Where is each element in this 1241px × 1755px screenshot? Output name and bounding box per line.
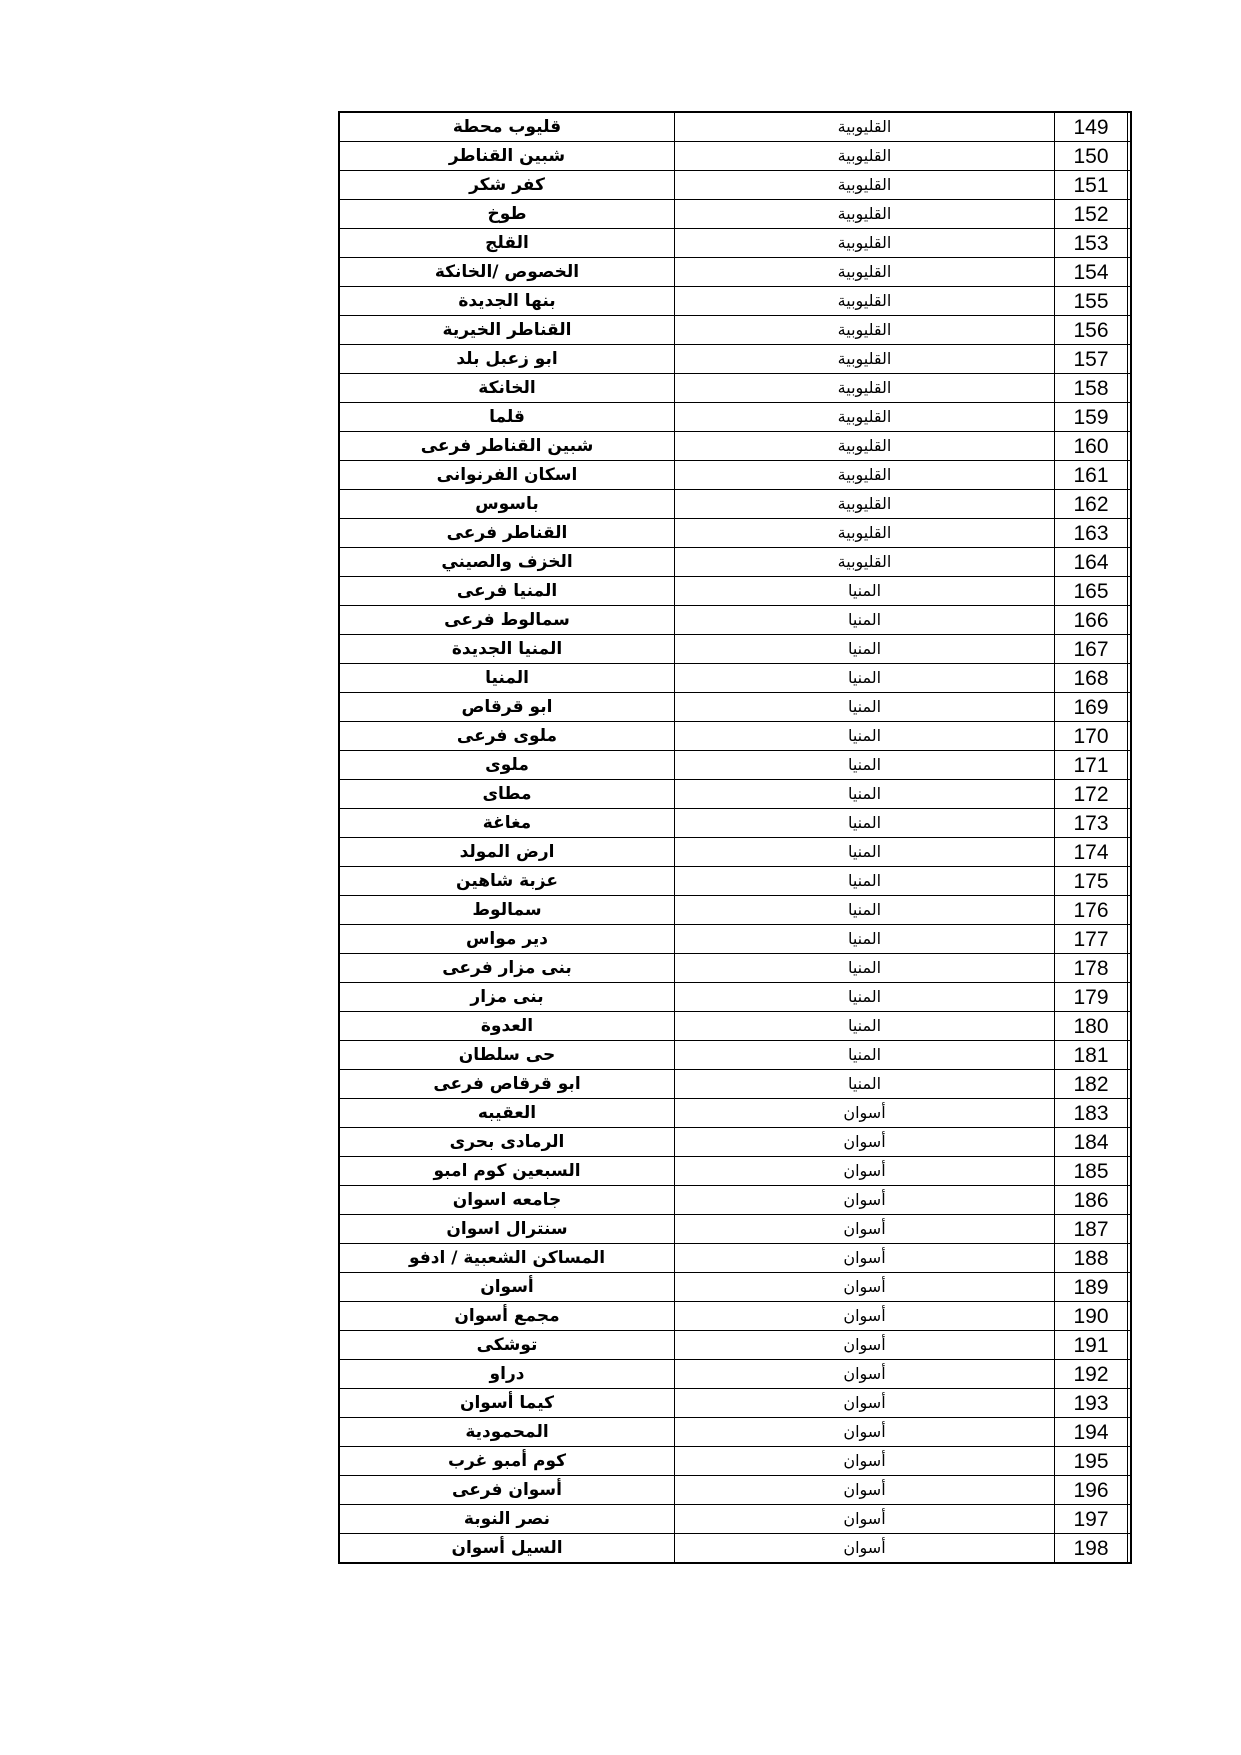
governorate-cell: المنيا [675, 693, 1055, 722]
branch-name-cell: بنها الجديدة [339, 287, 675, 316]
table-row [339, 316, 1131, 345]
branch-name-cell: بنى مزار [339, 983, 675, 1012]
branch-name-cell: ابو زعبل بلد [339, 345, 675, 374]
row-number-cell: 182 [1055, 1070, 1128, 1099]
table-edge-cell [1128, 1128, 1132, 1157]
table-edge-cell [1128, 1244, 1132, 1273]
branch-name-cell: القلج [339, 229, 675, 258]
table-row [339, 635, 1131, 664]
table-row [339, 258, 1131, 287]
row-number-cell: 196 [1055, 1476, 1128, 1505]
table-edge-cell [1128, 548, 1132, 577]
governorate-cell: القليوبية [675, 200, 1055, 229]
table-row [339, 896, 1131, 925]
table-edge-cell [1128, 403, 1132, 432]
table-row [339, 1070, 1131, 1099]
row-number-cell: 198 [1055, 1534, 1128, 1564]
branch-name-cell: ابو قرقاص فرعى [339, 1070, 675, 1099]
table-edge-cell [1128, 519, 1132, 548]
table-row [339, 867, 1131, 896]
governorate-cell: القليوبية [675, 345, 1055, 374]
branch-name-cell: نصر النوبة [339, 1505, 675, 1534]
table-edge-cell [1128, 1070, 1132, 1099]
row-number-cell: 194 [1055, 1418, 1128, 1447]
table-edge-cell [1128, 258, 1132, 287]
table-row [339, 693, 1131, 722]
branch-name-cell: الرمادى بحرى [339, 1128, 675, 1157]
table-edge-cell [1128, 1534, 1132, 1564]
governorate-cell: المنيا [675, 925, 1055, 954]
row-number-cell: 158 [1055, 374, 1128, 403]
row-number-cell: 150 [1055, 142, 1128, 171]
table-row [339, 1331, 1131, 1360]
row-number-cell: 184 [1055, 1128, 1128, 1157]
table-row [339, 577, 1131, 606]
row-number-cell: 191 [1055, 1331, 1128, 1360]
table-row [339, 287, 1131, 316]
branch-name-cell: مطاى [339, 780, 675, 809]
table-edge-cell [1128, 1447, 1132, 1476]
governorate-cell: القليوبية [675, 258, 1055, 287]
governorate-cell: المنيا [675, 867, 1055, 896]
table-row [339, 112, 1131, 142]
row-number-cell: 172 [1055, 780, 1128, 809]
table-row [339, 1012, 1131, 1041]
table-row [339, 1476, 1131, 1505]
table-row [339, 606, 1131, 635]
branch-name-cell: المنيا [339, 664, 675, 693]
table-edge-cell [1128, 461, 1132, 490]
table-row [339, 403, 1131, 432]
table-row [339, 1041, 1131, 1070]
table-edge-cell [1128, 838, 1132, 867]
table-edge-cell [1128, 664, 1132, 693]
branch-name-cell: توشكى [339, 1331, 675, 1360]
table-row [339, 1418, 1131, 1447]
governorate-cell: المنيا [675, 780, 1055, 809]
table-edge-cell [1128, 287, 1132, 316]
branch-name-cell: سمالوط [339, 896, 675, 925]
branch-name-cell: المساكن الشعبية / ادفو [339, 1244, 675, 1273]
row-number-cell: 174 [1055, 838, 1128, 867]
governorate-cell: أسوان [675, 1331, 1055, 1360]
row-number-cell: 170 [1055, 722, 1128, 751]
row-number-cell: 154 [1055, 258, 1128, 287]
branch-name-cell: الخصوص /الخانكة [339, 258, 675, 287]
table-row [339, 1360, 1131, 1389]
branch-name-cell: ابو قرقاص [339, 693, 675, 722]
table-edge-cell [1128, 751, 1132, 780]
row-number-cell: 169 [1055, 693, 1128, 722]
row-number-cell: 159 [1055, 403, 1128, 432]
row-number-cell: 188 [1055, 1244, 1128, 1273]
branch-name-cell: كفر شكر [339, 171, 675, 200]
table-row [339, 432, 1131, 461]
table-edge-cell [1128, 867, 1132, 896]
branch-name-cell: كيما أسوان [339, 1389, 675, 1418]
table-row [339, 809, 1131, 838]
table-row [339, 142, 1131, 171]
table-edge-cell [1128, 1360, 1132, 1389]
table-edge-cell [1128, 1476, 1132, 1505]
table-edge-cell [1128, 432, 1132, 461]
governorate-cell: أسوان [675, 1302, 1055, 1331]
row-number-cell: 166 [1055, 606, 1128, 635]
table-edge-cell [1128, 171, 1132, 200]
row-number-cell: 185 [1055, 1157, 1128, 1186]
branch-name-cell: السيل أسوان [339, 1534, 675, 1564]
row-number-cell: 149 [1055, 112, 1128, 142]
table-row [339, 519, 1131, 548]
governorate-cell: أسوان [675, 1360, 1055, 1389]
table-edge-cell [1128, 1418, 1132, 1447]
table-edge-cell [1128, 1505, 1132, 1534]
table-row [339, 171, 1131, 200]
governorate-cell: أسوان [675, 1447, 1055, 1476]
governorate-cell: أسوان [675, 1215, 1055, 1244]
governorate-cell: القليوبية [675, 490, 1055, 519]
row-number-cell: 155 [1055, 287, 1128, 316]
table-row [339, 1128, 1131, 1157]
branch-name-cell: أسوان فرعى [339, 1476, 675, 1505]
governorate-cell: المنيا [675, 809, 1055, 838]
row-number-cell: 151 [1055, 171, 1128, 200]
table-edge-cell [1128, 693, 1132, 722]
row-number-cell: 192 [1055, 1360, 1128, 1389]
table-edge-cell [1128, 200, 1132, 229]
table-edge-cell [1128, 1186, 1132, 1215]
table-edge-cell [1128, 229, 1132, 258]
table-edge-cell [1128, 1331, 1132, 1360]
branch-name-cell: السبعين كوم امبو [339, 1157, 675, 1186]
governorate-cell: القليوبية [675, 287, 1055, 316]
table-edge-cell [1128, 490, 1132, 519]
governorate-cell: المنيا [675, 664, 1055, 693]
branch-name-cell: المحمودية [339, 1418, 675, 1447]
branch-name-cell: قليوب محطة [339, 112, 675, 142]
governorate-cell: المنيا [675, 1012, 1055, 1041]
row-number-cell: 171 [1055, 751, 1128, 780]
row-number-cell: 179 [1055, 983, 1128, 1012]
branch-name-cell: باسوس [339, 490, 675, 519]
branch-name-cell: الخانكة [339, 374, 675, 403]
governorate-cell: أسوان [675, 1186, 1055, 1215]
table-row [339, 1244, 1131, 1273]
branch-name-cell: دراو [339, 1360, 675, 1389]
branch-name-cell: الخزف والصيني [339, 548, 675, 577]
row-number-cell: 183 [1055, 1099, 1128, 1128]
row-number-cell: 193 [1055, 1389, 1128, 1418]
row-number-cell: 156 [1055, 316, 1128, 345]
table-row [339, 954, 1131, 983]
governorate-cell: أسوان [675, 1476, 1055, 1505]
table-row [339, 1534, 1131, 1564]
table-edge-cell [1128, 606, 1132, 635]
governorate-cell: المنيا [675, 751, 1055, 780]
table-edge-cell [1128, 635, 1132, 664]
governorate-cell: القليوبية [675, 171, 1055, 200]
table-edge-cell [1128, 316, 1132, 345]
governorate-cell: أسوان [675, 1128, 1055, 1157]
row-number-cell: 189 [1055, 1273, 1128, 1302]
branch-name-cell: المنيا الجديدة [339, 635, 675, 664]
table-row [339, 1157, 1131, 1186]
row-number-cell: 163 [1055, 519, 1128, 548]
table-row [339, 838, 1131, 867]
branch-name-cell: القناطر الخيرية [339, 316, 675, 345]
table-edge-cell [1128, 983, 1132, 1012]
table-row [339, 461, 1131, 490]
table-row [339, 200, 1131, 229]
row-number-cell: 181 [1055, 1041, 1128, 1070]
table-row [339, 1186, 1131, 1215]
branch-name-cell: القناطر فرعى [339, 519, 675, 548]
table-row [339, 1447, 1131, 1476]
branch-name-cell: العدوة [339, 1012, 675, 1041]
table-edge-cell [1128, 142, 1132, 171]
branch-name-cell: سمالوط فرعى [339, 606, 675, 635]
governorate-cell: أسوان [675, 1534, 1055, 1564]
table-edge-cell [1128, 1273, 1132, 1302]
governorate-cell: المنيا [675, 838, 1055, 867]
table-row [339, 1099, 1131, 1128]
branch-name-cell: اسكان الفرنوانى [339, 461, 675, 490]
row-number-cell: 167 [1055, 635, 1128, 664]
row-number-cell: 173 [1055, 809, 1128, 838]
governorate-cell: المنيا [675, 577, 1055, 606]
row-number-cell: 161 [1055, 461, 1128, 490]
table-edge-cell [1128, 345, 1132, 374]
table-row [339, 548, 1131, 577]
row-number-cell: 187 [1055, 1215, 1128, 1244]
row-number-cell: 197 [1055, 1505, 1128, 1534]
governorate-cell: أسوان [675, 1273, 1055, 1302]
governorate-cell: المنيا [675, 983, 1055, 1012]
table-row [339, 490, 1131, 519]
branch-name-cell: جامعه اسوان [339, 1186, 675, 1215]
table-row [339, 983, 1131, 1012]
governorate-cell: القليوبية [675, 548, 1055, 577]
table-row [339, 664, 1131, 693]
governorate-cell: القليوبية [675, 519, 1055, 548]
table-row [339, 345, 1131, 374]
table-edge-cell [1128, 1157, 1132, 1186]
governorate-cell: أسوان [675, 1244, 1055, 1273]
row-number-cell: 157 [1055, 345, 1128, 374]
branch-name-cell: دير مواس [339, 925, 675, 954]
table-row [339, 229, 1131, 258]
governorate-cell: أسوان [675, 1389, 1055, 1418]
governorate-cell: القليوبية [675, 316, 1055, 345]
table-edge-cell [1128, 1041, 1132, 1070]
table-edge-cell [1128, 374, 1132, 403]
governorate-cell: القليوبية [675, 461, 1055, 490]
row-number-cell: 195 [1055, 1447, 1128, 1476]
row-number-cell: 175 [1055, 867, 1128, 896]
row-number-cell: 152 [1055, 200, 1128, 229]
table-row [339, 722, 1131, 751]
table-row [339, 1389, 1131, 1418]
branch-name-cell: عزبة شاهين [339, 867, 675, 896]
table-edge-cell [1128, 809, 1132, 838]
governorate-cell: القليوبية [675, 142, 1055, 171]
table-edge-cell [1128, 112, 1132, 142]
governorate-cell: أسوان [675, 1418, 1055, 1447]
governorate-cell: المنيا [675, 606, 1055, 635]
table-edge-cell [1128, 896, 1132, 925]
governorate-cell: المنيا [675, 1070, 1055, 1099]
governorate-cell: المنيا [675, 1041, 1055, 1070]
row-number-cell: 165 [1055, 577, 1128, 606]
table-edge-cell [1128, 1302, 1132, 1331]
branch-table [338, 111, 1132, 1564]
table-row [339, 374, 1131, 403]
branch-name-cell: مجمع أسوان [339, 1302, 675, 1331]
governorate-cell: القليوبية [675, 374, 1055, 403]
row-number-cell: 186 [1055, 1186, 1128, 1215]
row-number-cell: 160 [1055, 432, 1128, 461]
branch-name-cell: طوخ [339, 200, 675, 229]
table-edge-cell [1128, 1389, 1132, 1418]
governorate-cell: المنيا [675, 896, 1055, 925]
table-row [339, 1273, 1131, 1302]
governorate-cell: أسوان [675, 1505, 1055, 1534]
table-edge-cell [1128, 780, 1132, 809]
table-edge-cell [1128, 1099, 1132, 1128]
branch-name-cell: مغاغة [339, 809, 675, 838]
row-number-cell: 153 [1055, 229, 1128, 258]
governorate-cell: القليوبية [675, 229, 1055, 258]
branch-name-cell: قلما [339, 403, 675, 432]
table-edge-cell [1128, 1215, 1132, 1244]
branch-name-cell: ملوى [339, 751, 675, 780]
row-number-cell: 176 [1055, 896, 1128, 925]
row-number-cell: 178 [1055, 954, 1128, 983]
branch-name-cell: ارض المولد [339, 838, 675, 867]
branch-name-cell: المنيا فرعى [339, 577, 675, 606]
branch-name-cell: العقيبه [339, 1099, 675, 1128]
governorate-cell: أسوان [675, 1099, 1055, 1128]
table-edge-cell [1128, 577, 1132, 606]
branch-name-cell: حى سلطان [339, 1041, 675, 1070]
governorate-cell: القليوبية [675, 403, 1055, 432]
branch-name-cell: كوم أمبو غرب [339, 1447, 675, 1476]
table-row [339, 1215, 1131, 1244]
branch-name-cell: بنى مزار فرعى [339, 954, 675, 983]
table-row [339, 1505, 1131, 1534]
governorate-cell: المنيا [675, 635, 1055, 664]
branch-name-cell: أسوان [339, 1273, 675, 1302]
branch-name-cell: شبين القناطر فرعى [339, 432, 675, 461]
row-number-cell: 164 [1055, 548, 1128, 577]
governorate-cell: المنيا [675, 722, 1055, 751]
table-edge-cell [1128, 925, 1132, 954]
table-row [339, 925, 1131, 954]
table-row [339, 1302, 1131, 1331]
row-number-cell: 190 [1055, 1302, 1128, 1331]
table-edge-cell [1128, 1012, 1132, 1041]
table-edge-cell [1128, 954, 1132, 983]
row-number-cell: 162 [1055, 490, 1128, 519]
governorate-cell: القليوبية [675, 432, 1055, 461]
governorate-cell: أسوان [675, 1157, 1055, 1186]
table-row [339, 751, 1131, 780]
row-number-cell: 180 [1055, 1012, 1128, 1041]
table-body [339, 112, 1131, 1563]
governorate-cell: القليوبية [675, 112, 1055, 142]
row-number-cell: 177 [1055, 925, 1128, 954]
table-row [339, 780, 1131, 809]
governorate-cell: المنيا [675, 954, 1055, 983]
branch-name-cell: ملوى فرعى [339, 722, 675, 751]
row-number-cell: 168 [1055, 664, 1128, 693]
table-edge-cell [1128, 722, 1132, 751]
branch-name-cell: سنترال اسوان [339, 1215, 675, 1244]
branch-name-cell: شبين القناطر [339, 142, 675, 171]
